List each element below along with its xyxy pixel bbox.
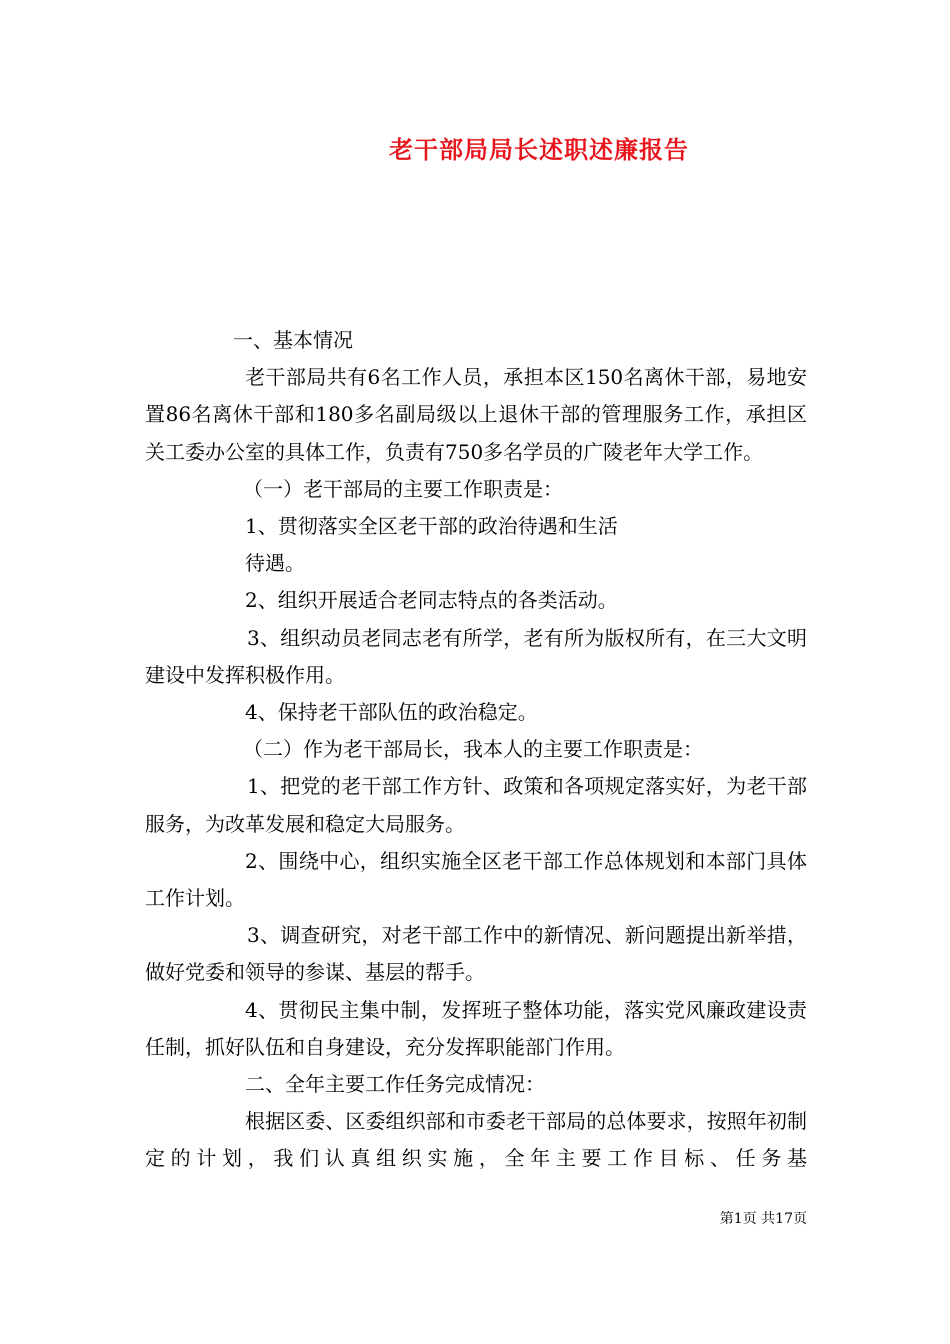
document-body <box>145 322 807 1178</box>
list-item: 3、组织动员老同志老有所学，老有所为版权所有，在三大文明建设中发挥积极作用。 <box>145 625 807 687</box>
footer-current-page: 1 <box>733 1211 743 1227</box>
sub-heading: （二）作为老干部局长，我本人的主要工作职责是： <box>243 737 703 762</box>
page-footer <box>720 1209 807 1229</box>
footer-suffix: 页 <box>793 1211 807 1227</box>
list-item-continuation: 待遇。 <box>245 551 305 576</box>
list-item: 2、围绕中心，组织实施全区老干部工作总体规划和本部门具体工作计划。 <box>145 848 807 911</box>
list-item: 2、组织开展适合老同志特点的各类活动。 <box>245 588 618 613</box>
document-title: 老干部局局长述职述廉报告 <box>389 135 689 164</box>
paragraph: 根据区委、区委组织部和市委老干部局的总体要求，按照年初制定的计划，我们认真组织实施，全年主要工作目标、任务基 <box>145 1109 807 1171</box>
sub-heading: （一）老干部局的主要工作职责是： <box>243 476 563 501</box>
footer-prefix: 第 <box>719 1211 734 1227</box>
list-item: 1、把党的老干部工作方针、政策和各项规定落实好，为老干部服务，为改革发展和稳定大局服务。 <box>145 774 807 836</box>
list-item: 1、贯彻落实全区老干部的政治待遇和生活 <box>245 514 618 539</box>
paragraph: 老干部局共有6名工作人员，承担本区150名离休干部，易地安置86名离休干部和180多名副局级以上退休干部的管理服务工作，承担区关工委办公室的具体工作，负责有750多名学员的广陵老年大学工作。 <box>145 365 807 464</box>
section-heading: 二、全年主要工作任务完成情况： <box>245 1072 545 1097</box>
footer-middle: 页 共 <box>742 1211 776 1227</box>
list-item: 3、调查研究，对老干部工作中的新情况、新问题提出新举措，做好党委和领导的参谋、基层的帮手。 <box>145 923 807 985</box>
section-heading: 一、基本情况 <box>233 328 353 352</box>
list-item: 4、保持老干部队伍的政治稳定。 <box>245 700 538 725</box>
list-item: 4、贯彻民主集中制，发挥班子整体功能，落实党风廉政建设责任制，抓好队伍和自身建设，充分发挥职能部门作用。 <box>145 997 807 1059</box>
footer-total-pages: 17 <box>775 1211 793 1227</box>
